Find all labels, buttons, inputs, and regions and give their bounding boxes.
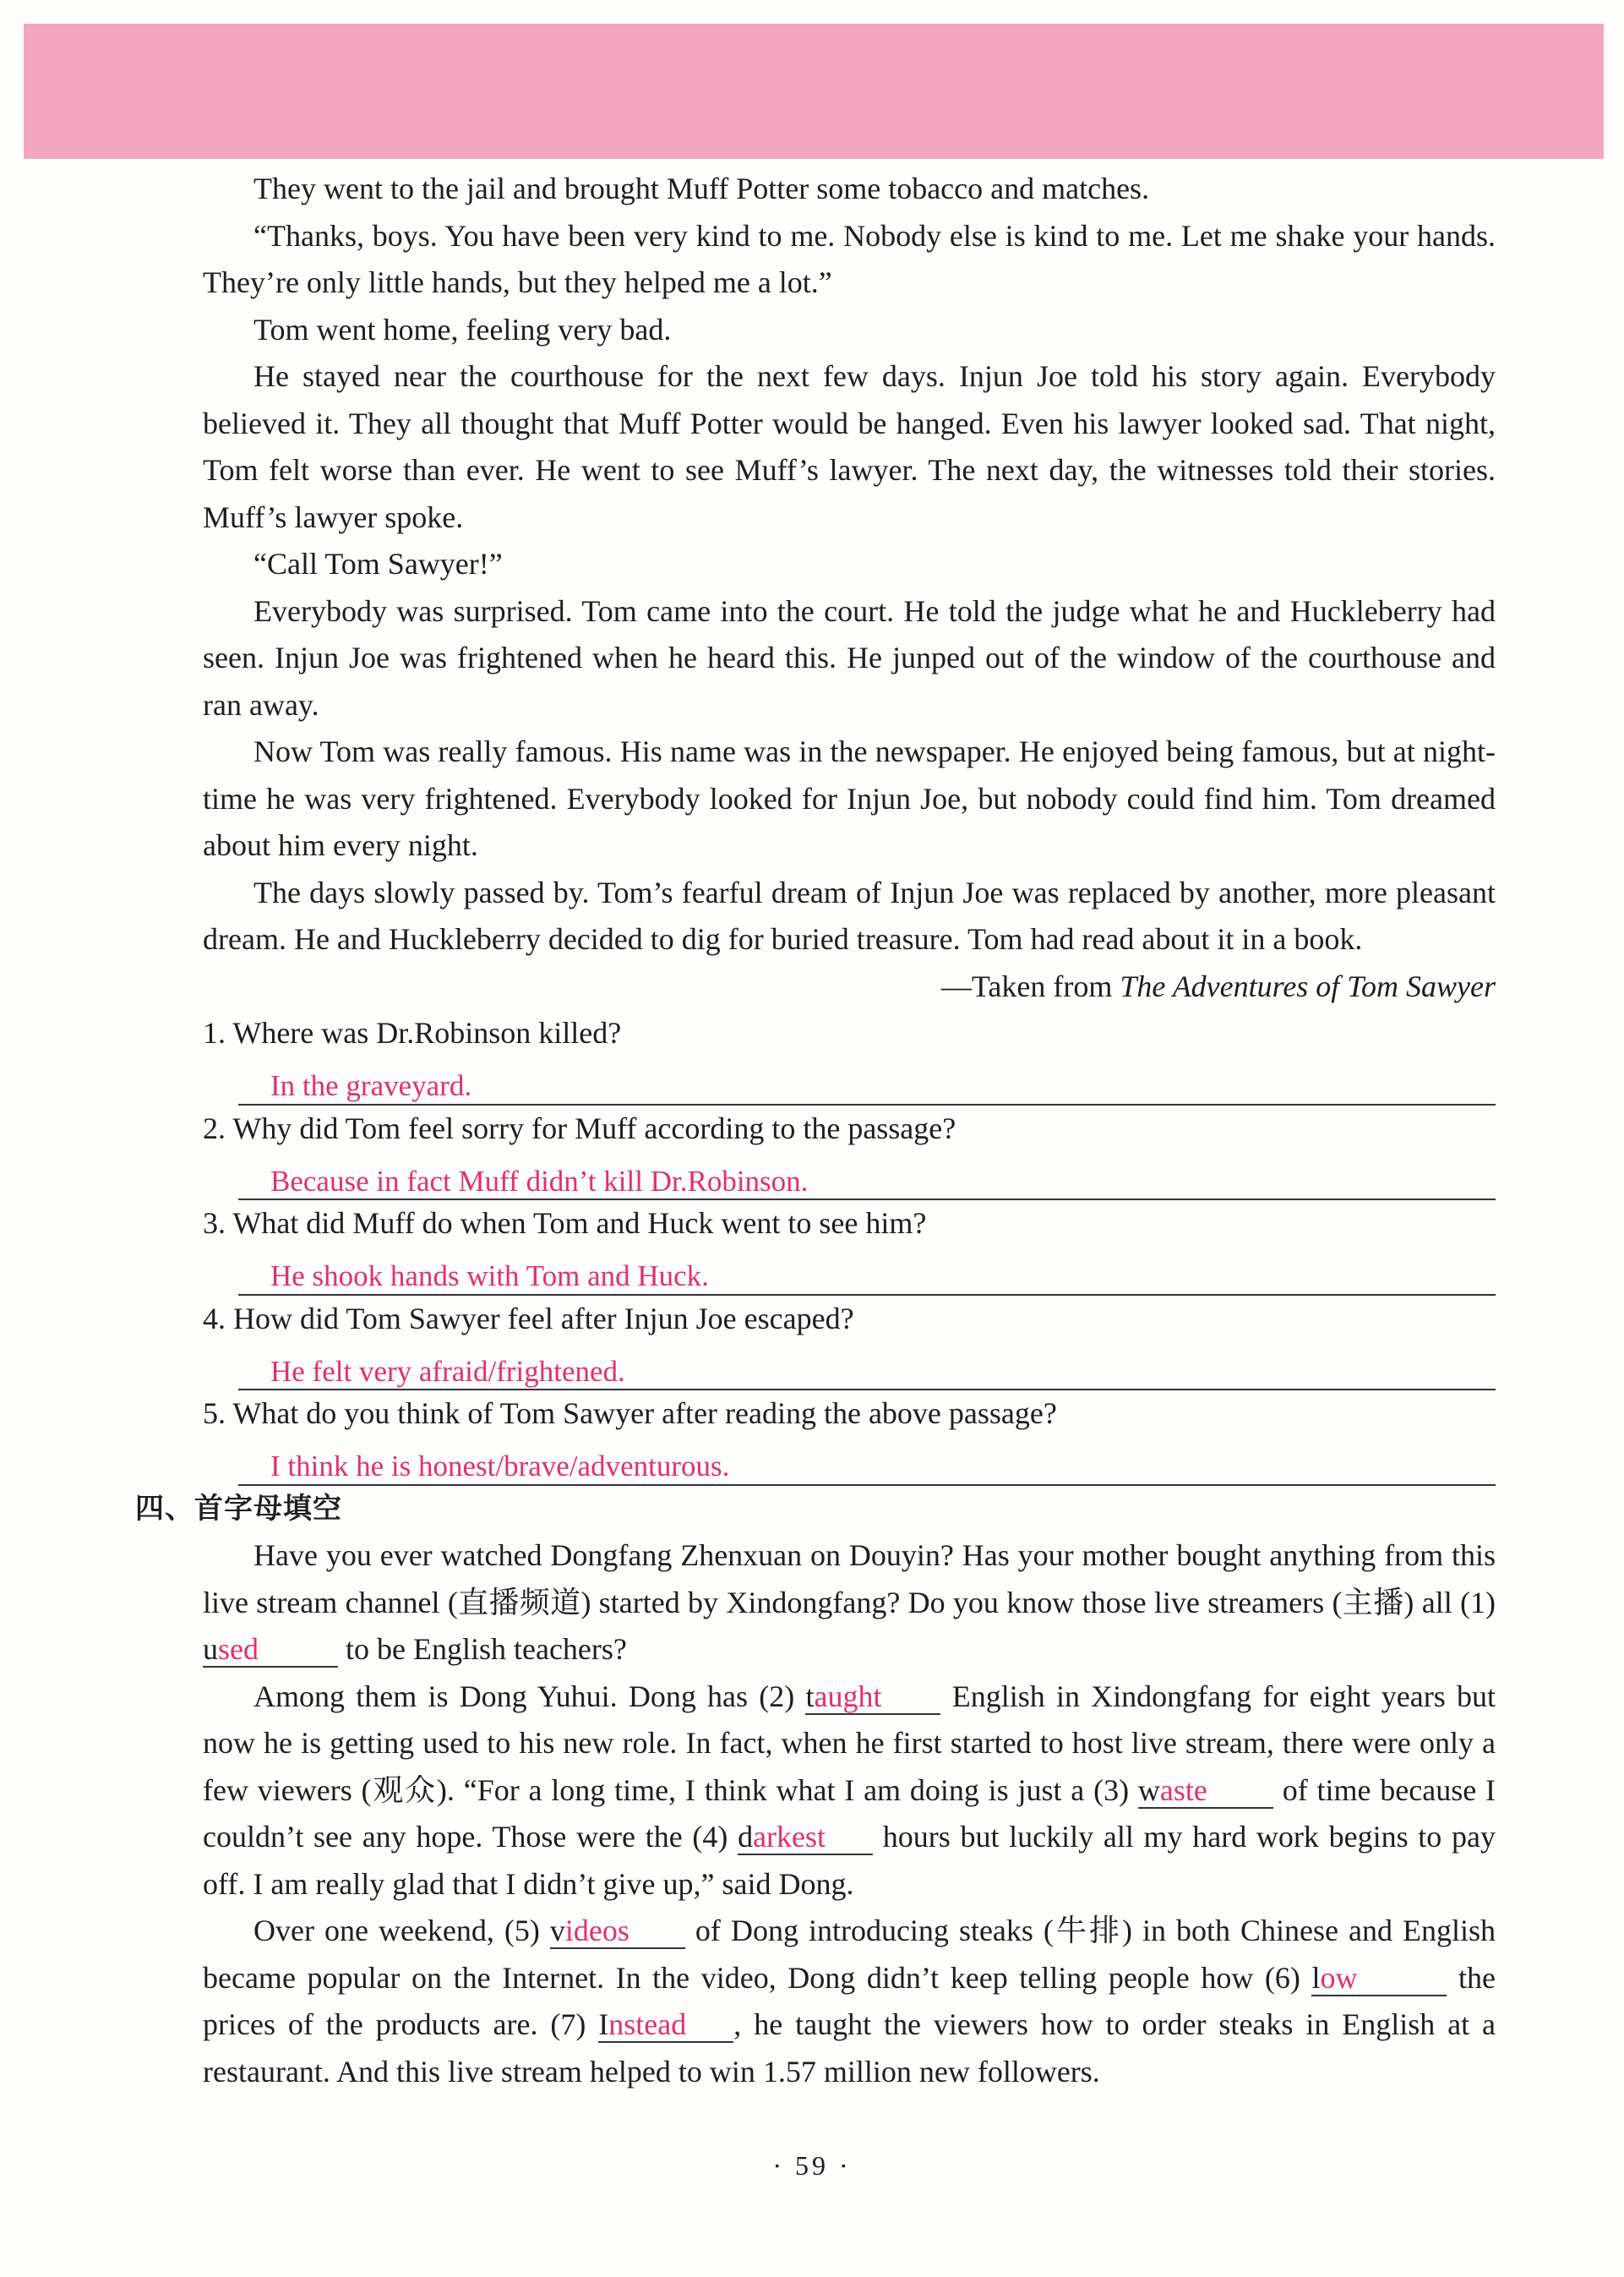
answer-3: He shook hands with Tom and Huck. bbox=[270, 1259, 709, 1292]
cloze-paragraph-1: Have you ever watched Dongfang Zhenxuan on Douyin? Has your mother bought anything from this live stream channel (直播频道) started by Xindongfang? Do you know those live streamers (主播) all (1) used to be English teachers? bbox=[203, 1538, 1496, 1666]
blank-5[interactable]: videos bbox=[550, 1914, 685, 1949]
header-band bbox=[24, 24, 1604, 159]
story-paragraph: “Call Tom Sawyer!” bbox=[253, 547, 503, 581]
story-paragraph: He stayed near the courthouse for the next few days. Injun Joe told his story again. Everybody believed it. They all thought that Muff Potter would be hanged. Even his lawyer looked sad. That night, Tom felt worse than ever. He went to see Muff’s lawyer. The next day, the witnesses told their stories. Muff’s lawyer spoke. bbox=[203, 359, 1496, 534]
answer-4: He felt very afraid/frightened. bbox=[270, 1354, 625, 1388]
page-content bbox=[135, 166, 1496, 2095]
blank-6[interactable]: low bbox=[1311, 1961, 1447, 1996]
story-paragraph: Everybody was surprised. Tom came into the court. He told the judge what he and Huckleberry had seen. Injun Joe was frightened when he heard this. He junped out of the window of the courthouse and ran away. bbox=[203, 593, 1496, 722]
question-3: 3. What did Muff do when Tom and Huck went to see him? bbox=[203, 1206, 927, 1240]
cloze-paragraph-3: Over one weekend, (5) videos of Dong introducing steaks (牛排) in both Chinese and English became popular on the Internet. In the video, Dong didn’t keep telling people how (6) low the prices of the products are. (7) Instead , he taught the viewers how to order steaks in English at a restaurant. And this live stream helped to win 1.57 million new followers. bbox=[203, 1914, 1496, 2089]
answer-5: I think he is honest/brave/adventurous. bbox=[270, 1450, 730, 1483]
blank-2[interactable]: taught bbox=[805, 1679, 940, 1715]
book-title: The Adventures of Tom Sawyer bbox=[1120, 969, 1496, 1003]
story-paragraph: They went to the jail and brought Muff Potter some tobacco and matches. bbox=[253, 172, 1150, 205]
answer-line-3[interactable] bbox=[238, 1248, 1496, 1296]
blank-1[interactable]: used bbox=[203, 1632, 338, 1668]
question-2: 2. Why did Tom feel sorry for Muff according to the passage? bbox=[203, 1111, 956, 1145]
question-4: 4. How did Tom Sawyer feel after Injun Joe escaped? bbox=[203, 1301, 854, 1335]
answer-2: Because in fact Muff didn’t kill Dr.Robinson. bbox=[270, 1164, 809, 1198]
cloze-paragraph-2: Among them is Dong Yuhui. Dong has (2) taught English in Xindongfang for eight years but now he is getting used to his new role. In fact, when he first started to host live stream, there were only a few viewers (观众). “For a long time, I think what I am doing is just a (3) waste of time because I couldn’t see any hope. Those were the (4) darkest hours but luckily all my hard work begins to pay off. I am really glad that I didn’t give up,” said Dong. bbox=[203, 1679, 1496, 1901]
story-paragraph: The days slowly passed by. Tom’s fearful dream of Injun Joe was replaced by another, more pleasant dream. He and Huckleberry decided to dig for buried treasure. Tom had read about it in a book. bbox=[203, 875, 1496, 956]
story-paragraph: “Thanks, boys. You have been very kind to me. Nobody else is kind to me. Let me shake your hands. They’re only little hands, but they helped me a lot.” bbox=[203, 218, 1496, 299]
answer-line-1[interactable] bbox=[238, 1057, 1496, 1106]
blank-3[interactable]: waste bbox=[1138, 1773, 1273, 1809]
section-title: 四、首字母填空 bbox=[135, 1491, 342, 1526]
blank-7[interactable]: Instead bbox=[598, 2007, 733, 2043]
story-paragraph: Tom went home, feeling very bad. bbox=[253, 312, 672, 347]
question-1: 1. Where was Dr.Robinson killed? bbox=[203, 1016, 622, 1050]
story-paragraph: Now Tom was really famous. His name was in the newspaper. He enjoyed being famous, but at night-time he was very frightened. Everybody looked for Injun Joe, but nobody could find him. Tom dreamed about him every night. bbox=[203, 734, 1496, 862]
question-5: 5. What do you think of Tom Sawyer after reading the above passage? bbox=[203, 1396, 1057, 1430]
blank-4[interactable]: darkest bbox=[738, 1820, 873, 1855]
attribution: —Taken from The Adventures of Tom Sawyer bbox=[940, 969, 1496, 1003]
answer-line-5[interactable] bbox=[238, 1438, 1496, 1486]
answer-line-2[interactable] bbox=[238, 1152, 1496, 1200]
answer-line-4[interactable] bbox=[238, 1342, 1496, 1390]
answer-1: In the graveyard. bbox=[270, 1069, 472, 1102]
page-number: · 59 · bbox=[772, 2150, 852, 2181]
